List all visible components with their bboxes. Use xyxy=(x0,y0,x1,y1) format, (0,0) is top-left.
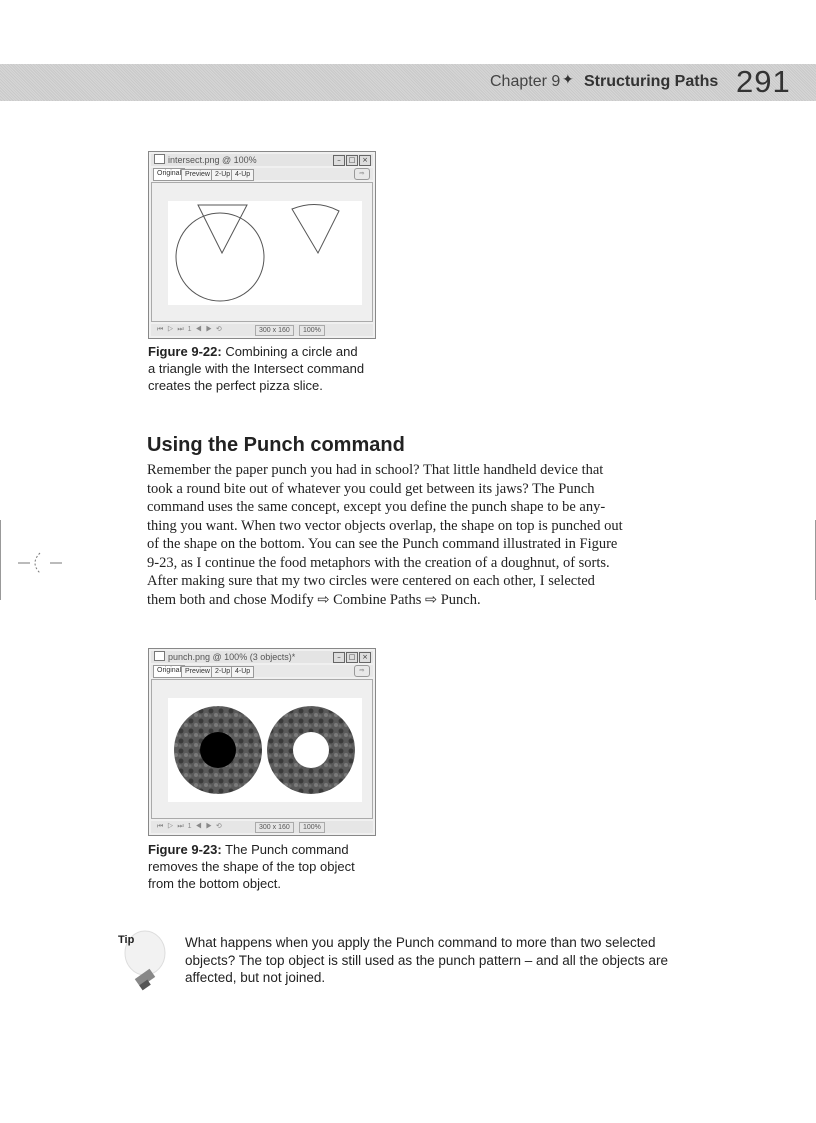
view-tabs xyxy=(151,665,373,677)
header-separator: ✦ xyxy=(562,72,574,88)
window-titlebar xyxy=(151,651,373,663)
top-circle-shape xyxy=(200,732,236,768)
window-titlebar xyxy=(151,154,373,166)
figure-23-caption xyxy=(148,841,408,892)
tab-original: Original xyxy=(153,168,185,181)
canvas-area xyxy=(151,679,373,819)
figure-22-caption xyxy=(148,343,408,394)
header-chapter: Chapter 9 xyxy=(490,73,561,90)
maximize-icon: □ xyxy=(346,652,358,663)
body-line: them both and chose Modify ⇨ Combine Paths ⇨ Punch. xyxy=(147,591,481,608)
tip-line: What happens when you apply the Punch command to more than two selected xyxy=(185,935,656,950)
tab-preview: Preview xyxy=(181,666,214,678)
body-line: of the shape on the bottom. You can see the Punch command illustrated in Figure xyxy=(147,536,618,552)
body-line: took a round bite out of whatever you could get between its jaws? The Punch xyxy=(147,480,595,497)
caption-line: The Punch command xyxy=(225,842,349,857)
zoom-level: 100% xyxy=(299,325,325,336)
document-icon xyxy=(154,154,165,164)
body-line: command uses the same concept, except you define the punch shape to be any- xyxy=(147,499,606,515)
circle-shape xyxy=(176,213,264,301)
tab-2-up: 2-Up xyxy=(211,169,234,181)
body-line: thing you want. When two vector objects overlap, the shape on top is punched out xyxy=(147,517,623,534)
tip-text xyxy=(185,934,715,987)
canvas-size: 300 x 160 xyxy=(255,822,294,833)
body-line: After making sure that my two circles were centered on each other, I selected xyxy=(147,573,595,589)
caption-line: Combining a circle and xyxy=(225,344,358,359)
tip-line: affected, but not joined. xyxy=(185,970,326,985)
crop-mark-icon xyxy=(18,548,68,578)
caption-line: creates the perfect pizza slice. xyxy=(148,378,323,393)
caption-line: from the bottom object. xyxy=(148,876,281,891)
status-bar xyxy=(151,821,373,833)
minimize-icon: – xyxy=(333,652,345,663)
body-line: Remember the paper punch you had in school? That little handheld device that xyxy=(147,462,604,478)
close-icon: × xyxy=(359,652,371,663)
page-number: 291 xyxy=(736,64,791,99)
tab-2-up: 2-Up xyxy=(211,666,234,678)
close-icon: × xyxy=(359,155,371,166)
playback-controls: ⏮ ▷ ⏭ 1 ◀ ▶ ⟲ xyxy=(157,823,223,830)
document-icon xyxy=(154,651,165,661)
figure-22-window xyxy=(148,151,376,339)
margin-rule-left xyxy=(0,520,1,600)
doughnut-hole xyxy=(293,732,329,768)
caption-label: Figure 9-23: xyxy=(148,842,222,857)
maximize-icon: □ xyxy=(346,155,358,166)
status-bar xyxy=(151,324,373,336)
body-line: 9-23, as I continue the food metaphors with the creation of a doughnut, of sorts. xyxy=(147,554,610,571)
zoom-level: 100% xyxy=(299,822,325,833)
playback-controls: ⏮ ▷ ⏭ 1 ◀ ▶ ⟲ xyxy=(157,326,223,333)
header-section-title: Structuring Paths xyxy=(584,73,719,90)
view-tabs xyxy=(151,168,373,180)
fireworks-logo-icon: ⇨ xyxy=(354,168,370,180)
tab-4-up: 4-Up xyxy=(231,169,254,181)
tab-preview: Preview xyxy=(181,169,214,181)
canvas xyxy=(168,201,362,305)
window-title: punch.png @ 100% (3 objects)* xyxy=(168,652,296,662)
tip-line: objects? The top object is still used as the punch pattern – and all the objects are xyxy=(185,952,669,968)
caption-label: Figure 9-22: xyxy=(148,344,222,359)
canvas-area xyxy=(151,182,373,322)
tab-4-up: 4-Up xyxy=(231,666,254,678)
intersect-illustration xyxy=(168,201,362,305)
tab-original: Original xyxy=(153,665,185,678)
fireworks-logo-icon: ⇨ xyxy=(354,665,370,677)
punch-illustration xyxy=(168,698,362,802)
caption-line: a triangle with the Intersect command xyxy=(148,361,365,376)
pizza-slice-shape xyxy=(292,204,339,253)
triangle-shape xyxy=(198,205,247,253)
body-paragraph xyxy=(147,461,707,609)
figure-23-window xyxy=(148,648,376,836)
minimize-icon: – xyxy=(333,155,345,166)
caption-line: removes the shape of the top object xyxy=(148,859,355,874)
tip-label: Tip xyxy=(118,934,135,946)
canvas-size: 300 x 160 xyxy=(255,325,294,336)
canvas xyxy=(168,698,362,802)
section-heading: Using the Punch command xyxy=(147,434,405,456)
window-title: intersect.png @ 100% xyxy=(168,155,257,165)
